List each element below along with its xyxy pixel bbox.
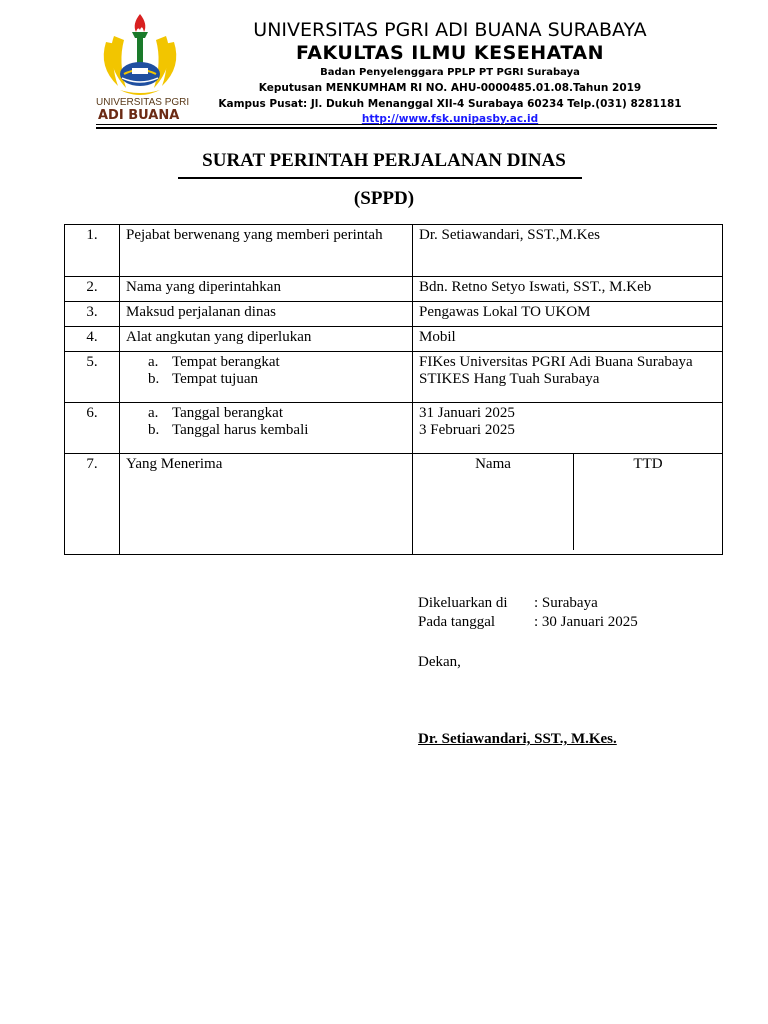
header-line-1: Badan Penyelenggara PPLP PT PGRI Surabaya <box>320 67 580 78</box>
date-row <box>418 613 638 632</box>
col-ttd <box>574 454 722 550</box>
issued-row <box>418 594 638 613</box>
sub-item-b <box>126 371 406 388</box>
row-label: Nama yang diperintahkan <box>120 277 413 302</box>
row-label <box>120 352 413 403</box>
sub-label-b: Tanggal harus kembali <box>172 422 309 438</box>
row-number: 3. <box>65 302 120 327</box>
sub-item-a <box>126 354 406 371</box>
row-number: 2. <box>65 277 120 302</box>
faculty-name: FAKULTAS ILMU KESEHATAN <box>296 42 604 64</box>
issued-label: Dikeluarkan di <box>418 595 508 611</box>
marker-a: a. <box>148 405 159 421</box>
issuance-info <box>418 594 638 632</box>
col-ttd-label: TTD <box>633 456 663 472</box>
title-main: SURAT PERINTAH PERJALANAN DINAS <box>202 150 566 171</box>
sppd-table <box>64 224 723 555</box>
letterhead <box>0 0 768 130</box>
table-row <box>65 403 723 454</box>
row-value: Bdn. Retno Setyo Iswati, SST., M.Keb <box>413 277 723 302</box>
receiver-cell <box>413 454 723 555</box>
value-a: FIKes Universitas PGRI Adi Buana Surabaya <box>419 354 693 370</box>
sub-item-b <box>126 422 406 439</box>
row-number: 7. <box>65 454 120 555</box>
row-number: 4. <box>65 327 120 352</box>
row-number: 5. <box>65 352 120 403</box>
row-label: Maksud perjalanan dinas <box>120 302 413 327</box>
table-row <box>65 352 723 403</box>
logo-text-bottom: ADI BUANA <box>98 108 180 123</box>
row-value <box>413 352 723 403</box>
university-logo-icon <box>92 12 188 100</box>
row-number: 6. <box>65 403 120 454</box>
row-label: Yang Menerima <box>120 454 413 555</box>
row-value: Mobil <box>413 327 723 352</box>
row-label: Alat angkutan yang diperlukan <box>120 327 413 352</box>
university-name: UNIVERSITAS PGRI ADI BUANA SURABAYA <box>253 19 647 41</box>
col-nama-label: Nama <box>475 456 511 472</box>
row-label: Pejabat berwenang yang memberi perintah <box>120 225 413 277</box>
row-value: Pengawas Lokal TO UKOM <box>413 302 723 327</box>
sub-item-a <box>126 405 406 422</box>
header-divider-thick <box>96 127 717 129</box>
header-line-3: Kampus Pusat: Jl. Dukuh Menanggal XII-4 Surabaya 60234 Telp.(031) 8281181 <box>218 98 682 110</box>
document-title <box>0 150 768 172</box>
value-b: STIKES Hang Tuah Surabaya <box>419 371 600 387</box>
table-row <box>65 277 723 302</box>
logo-text-top: UNIVERSITAS PGRI <box>96 97 190 108</box>
table-row <box>65 454 723 555</box>
value-b: 3 Februari 2025 <box>419 422 515 438</box>
title-underline <box>178 177 582 179</box>
row-number: 1. <box>65 225 120 277</box>
value-a: 31 Januari 2025 <box>419 405 515 421</box>
signer-position: Dekan, <box>418 654 461 670</box>
issued-value: : Surabaya <box>534 595 598 611</box>
sub-label-b: Tempat tujuan <box>172 371 259 387</box>
website-link[interactable]: http://www.fsk.unipasby.ac.id <box>361 113 539 125</box>
row-value <box>413 403 723 454</box>
sub-label-a: Tanggal berangkat <box>172 405 283 421</box>
table-row <box>65 327 723 352</box>
date-label: Pada tanggal <box>418 614 496 630</box>
header-divider-thin <box>96 124 717 125</box>
marker-b: b. <box>148 371 160 387</box>
row-value: Dr. Setiawandari, SST.,M.Kes <box>413 225 723 277</box>
table-row <box>65 225 723 277</box>
row-label <box>120 403 413 454</box>
col-nama <box>413 454 574 550</box>
sub-label-a: Tempat berangkat <box>172 354 280 370</box>
receiver-columns <box>413 454 722 550</box>
date-value: : 30 Januari 2025 <box>534 614 638 630</box>
marker-b: b. <box>148 422 160 438</box>
header-line-2: Keputusan MENKUMHAM RI NO. AHU-0000485.01.08.Tahun 2019 <box>258 82 642 94</box>
table-row <box>65 302 723 327</box>
marker-a: a. <box>148 354 159 370</box>
letterhead-text <box>200 18 700 126</box>
title-sub: (SPPD) <box>353 188 415 209</box>
signer-name: Dr. Setiawandari, SST., M.Kes. <box>418 731 617 747</box>
